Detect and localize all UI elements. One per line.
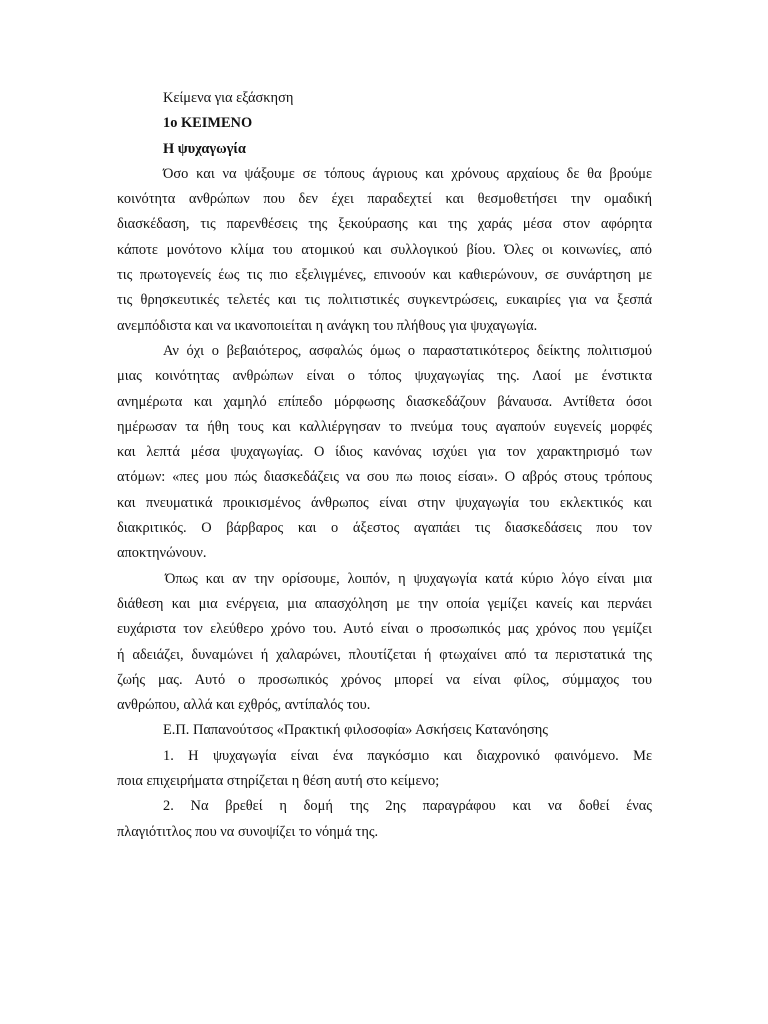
- paragraph-line: και πνευματικά προικισμένος άνθρωπος είναι στην ψυχαγωγία του εκλεκτικός και: [117, 494, 652, 511]
- paragraph-line: διάθεση και μια ενέργεια, μια απασχόληση με την οποία γεμίζει κανείς και περνάει: [117, 595, 652, 612]
- paragraph-line: Όπως και αν την ορίσουμε, λοιπόν, η ψυχαγωγία κατά κύριο λόγο είναι μια: [165, 570, 652, 587]
- paragraph-line: ή αδειάζει, δυναμώνει ή χαλαρώνει, πλουτίζεται ή φτωχαίνει από τα περιστατικά της: [117, 646, 652, 663]
- paragraph-line: διασκέδαση, τις παρενθέσεις της ξεκούρασης και της χαράς μέσα στον αφόρητα: [117, 216, 652, 233]
- document-heading: Κείμενα για εξάσκηση: [163, 90, 294, 106]
- paragraph-line: κοινότητα ανθρώπων που δεν έχει παραδεχτεί και θεσμοθετήσει την ομαδική: [117, 191, 652, 208]
- paragraph-line: τις πρωτογενείς έως τις πιο εξελιγμένες, επινοούν και καθιερώνουν, σε συνάρτηση με: [117, 267, 652, 284]
- paragraph-line: ανημέρωτα και χαμηλό επίπεδο μόρφωσης διασκεδάζουν βάναυσα. Αντίθετα όσοι: [117, 393, 652, 410]
- paragraph-line: ανεμπόδιστα και να ικανοποιείται η ανάγκη του πλήθους για ψυχαγωγία.: [117, 317, 538, 334]
- paragraph-line: ατόμων: «πες μου πώς διασκεδάζεις να σου πω ποιος είσαι». Ο αβρός στους τρόπους: [117, 469, 652, 486]
- paragraph-line: Όσο και να ψάξουμε σε τόπους άγριους και χρόνους αρχαίους δε θα βρούμε: [163, 165, 652, 182]
- document-page: [117, 86, 652, 845]
- paragraph-line: Αν όχι ο βεβαιότερος, ασφαλώς όμως ο παραστατικότερος δείκτης πολιτισμού: [163, 342, 652, 359]
- paragraph-line: ζωής μας. Αυτό ο προσωπικός χρόνος μπορεί να είναι φίλος, σύμμαχος του: [117, 671, 652, 688]
- paragraph-line: ημέρωσαν τα ήθη τους και καλλιέργησαν το πνεύμα τους αγαπούν ευγενείς μορφές: [117, 418, 652, 435]
- text-title: Η ψυχαγωγία: [163, 140, 246, 157]
- paragraph-line: κάποτε μονότονο κλίμα του ατομικού και συλλογικού βίου. Όλες οι κοινωνίες, από: [117, 241, 652, 258]
- paragraph-line: και λεπτά μέσα ψυχαγωγίας. Ο ίδιος κανόνας ισχύει για τον χαρακτηρισμό των: [117, 444, 652, 461]
- paragraph-line: μιας κοινότητας ανθρώπων είναι ο τόπος ψυχαγωγίας της. Λαοί με ένστικτα: [117, 368, 652, 385]
- question-line: 1. Η ψυχαγωγία είναι ένα παγκόσμιο και διαχρονικό φαινόμενο. Με: [163, 747, 652, 764]
- paragraph-line: ανθρώπου, αλλά και εχθρός, αντίπαλός του.: [117, 697, 371, 714]
- source-citation: Ε.Π. Παπανούτσος «Πρακτική φιλοσοφία» Ασκήσεις Κατανόησης: [163, 722, 549, 739]
- paragraph-line: αποκτηνώνουν.: [117, 545, 207, 562]
- paragraph-1: [117, 162, 652, 339]
- paragraph-line: διακριτικός. Ο βάρβαρος και ο άξεστος αγαπάει τις διασκεδάσεις που τον: [117, 520, 652, 537]
- paragraph-line: ευχάριστα τον ελεύθερο χρόνο του. Αυτό είναι ο προσωπικός μας χρόνος που γεμίζει: [117, 621, 652, 638]
- paragraph-2: [117, 339, 652, 567]
- question-line: πλαγιότιτλος που να συνοψίζει το νόημά της.: [117, 823, 379, 840]
- paragraph-3: [117, 567, 652, 719]
- question-line: ποια επιχειρήματα στηρίζεται η θέση αυτή στο κείμενο;: [117, 773, 440, 790]
- question-1: [117, 744, 652, 795]
- question-line: 2. Να βρεθεί η δομή της 2ης παραγράφου και να δοθεί ένας: [163, 798, 652, 815]
- paragraph-line: τις θρησκευτικές τελετές και τις πολιτιστικές συγκεντρώσεις, ευκαιρίες για να ξεσπά: [117, 292, 652, 309]
- question-2: [117, 794, 652, 845]
- text-number: 1ο ΚΕΙΜΕΝΟ: [163, 115, 253, 132]
